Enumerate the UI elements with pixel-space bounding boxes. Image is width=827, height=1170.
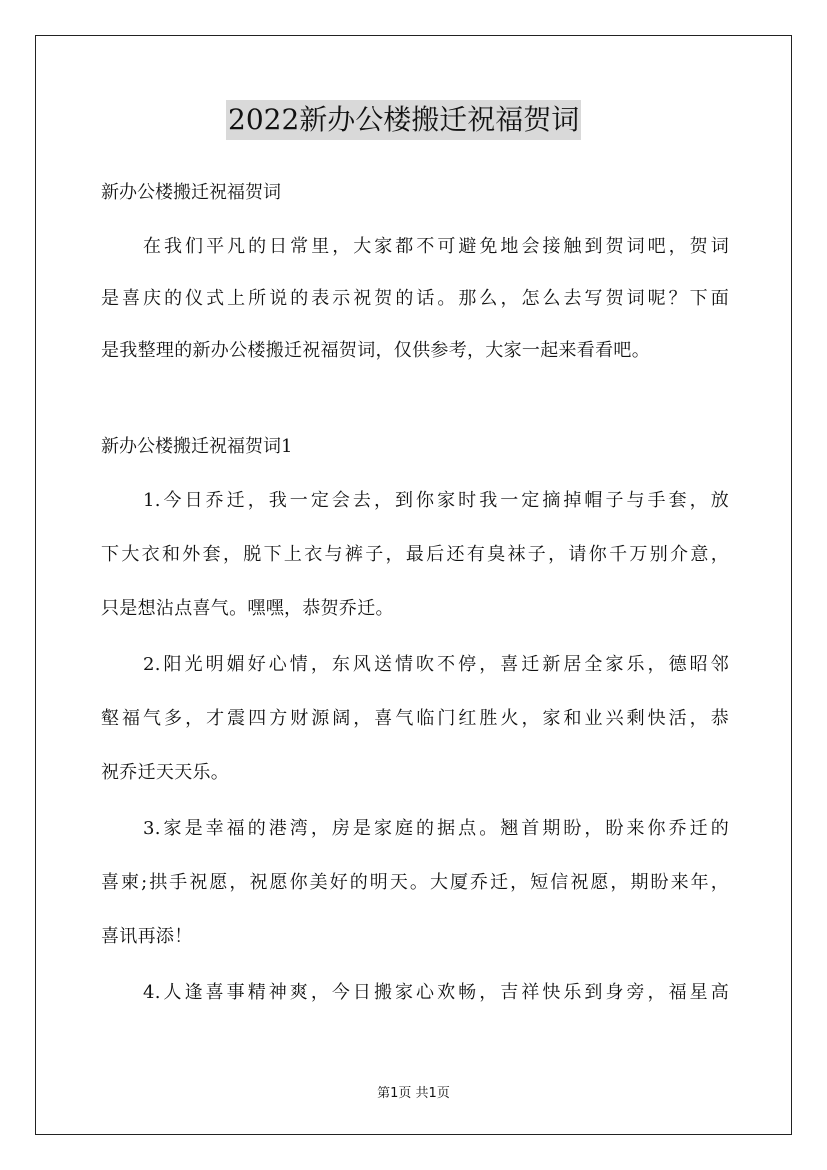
paragraph-line: 3.家是幸福的港湾，房是家庭的据点。翘首期盼，盼来你乔迁的: [143, 818, 729, 839]
paragraph-line: 在我们平凡的日常里，大家都不可避免地会接触到贺词吧，贺词: [143, 236, 729, 257]
paragraph-line: 是喜庆的仪式上所说的表示祝贺的话。那么，怎么去写贺词呢？下面: [101, 288, 729, 309]
paragraph-line: 喜柬;拱手祝愿，祝愿你美好的明天。大厦乔迁，短信祝愿，期盼来年，: [101, 872, 729, 893]
paragraph-line: 4.人逢喜事精神爽，今日搬家心欢畅，吉祥快乐到身旁，福星高: [143, 982, 729, 1003]
paragraph-line: 祝乔迁天天乐。: [101, 762, 230, 783]
paragraph-line: 下大衣和外套，脱下上衣与裤子，最后还有臭袜子，请你千万别介意，: [101, 544, 729, 565]
list-item: [101, 975, 729, 1011]
page-footer: 第1页 共1页: [377, 1086, 450, 1101]
intro-paragraph: [101, 229, 729, 369]
list-item: [101, 483, 729, 627]
paragraph-line: 1.今日乔迁，我一定会去，到你家时我一定摘掉帽子与手套，放: [143, 490, 729, 511]
paragraph-line: 只是想沾点喜气。嘿嘿，恭贺乔迁。: [101, 598, 394, 619]
paragraph-line: 是我整理的新办公楼搬迁祝福贺词，仅供参考，大家一起来看看吧。: [101, 340, 650, 361]
section-heading: 新办公楼搬迁祝福贺词1: [101, 436, 293, 457]
list-item: [101, 647, 729, 791]
paragraph-line: 喜讯再添！: [101, 926, 193, 947]
document-body: [101, 175, 729, 1011]
paragraph-line: 2.阳光明媚好心情，东风送情吹不停，喜迁新居全家乐，德昭邻: [143, 654, 729, 675]
document-title: 2022新办公楼搬迁祝福贺词: [226, 100, 581, 140]
document-subtitle: 新办公楼搬迁祝福贺词: [101, 182, 281, 203]
list-item: [101, 811, 729, 955]
paragraph-line: 壑福气多，才震四方财源阔，喜气临门红胜火，家和业兴剩快活，恭: [101, 708, 729, 729]
